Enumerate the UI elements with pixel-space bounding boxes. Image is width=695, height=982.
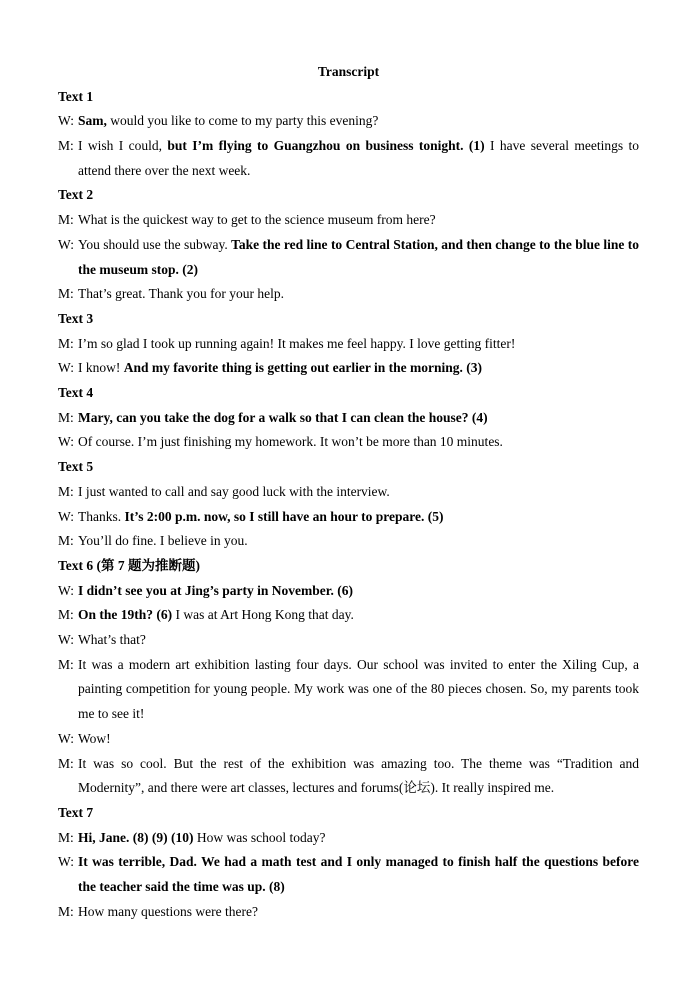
section-heading: Text 4 — [58, 385, 94, 401]
dialogue-text: I was at Art Hong Kong that day. — [172, 607, 354, 623]
transcript-content — [58, 85, 639, 925]
dialogue-text: That’s great. Thank you for your help. — [78, 286, 284, 302]
dialogue-line — [58, 134, 639, 183]
dialogue-line — [58, 529, 639, 554]
dialogue-line — [58, 233, 639, 282]
key-sentence: Mary, can you take the dog for a walk so that I can clean the house? (4) — [78, 409, 488, 425]
dialogue-line — [58, 752, 639, 801]
dialogue-text: Of course. I’m just finishing my homework. It won’t be more than 10 minutes. — [78, 434, 503, 450]
speaker-label: M: — [58, 903, 74, 919]
dialogue-line — [58, 505, 639, 530]
dialogue-line — [58, 653, 639, 727]
section-heading: Text 3 — [58, 310, 94, 326]
dialogue-line — [58, 727, 639, 752]
speaker-label: M: — [58, 829, 74, 845]
dialogue-text: I know! — [78, 360, 124, 376]
dialogue-text: It was a modern art exhibition lasting four days. Our school was invited to enter the Xiling Cup, a painting competition for young people. My work was one of the 80 pieces chosen. So, my parents took me to see it! — [78, 656, 639, 722]
section-heading: Text 7 — [58, 804, 94, 820]
dialogue-line — [58, 579, 639, 604]
dialogue-line — [58, 628, 639, 653]
speaker-label: M: — [58, 533, 74, 549]
speaker-label: M: — [58, 409, 74, 425]
dialogue-line — [58, 850, 639, 899]
key-sentence: I didn’t see you at Jing’s party in November. (6) — [78, 582, 354, 598]
key-sentence: Sam, — [78, 113, 107, 129]
dialogue-text: How was school today? — [193, 829, 326, 845]
dialogue-text: I have several meetings to attend there over the next week. — [78, 138, 639, 178]
speaker-label: W: — [58, 582, 74, 598]
dialogue-text: Thanks. — [78, 508, 125, 524]
speaker-label: W: — [58, 854, 74, 870]
speaker-label: W: — [58, 113, 74, 129]
transcript-page — [58, 60, 639, 924]
section-heading: Text 2 — [58, 187, 94, 203]
speaker-label: W: — [58, 360, 74, 376]
speaker-label: M: — [58, 138, 74, 154]
section-heading: Text 6 (第 7 题为推断题) — [58, 557, 200, 573]
dialogue-line — [58, 480, 639, 505]
dialogue-text: would you like to come to my party this evening? — [106, 113, 379, 129]
dialogue-line — [58, 430, 639, 455]
dialogue-line — [58, 603, 639, 628]
speaker-label: M: — [58, 656, 74, 672]
dialogue-line — [58, 282, 639, 307]
speaker-label: W: — [58, 508, 74, 524]
speaker-label: M: — [58, 607, 74, 623]
key-sentence: Hi, Jane. (8) (9) (10) — [78, 829, 194, 845]
speaker-label: W: — [58, 632, 74, 648]
section-heading: Text 1 — [58, 88, 94, 104]
speaker-label: M: — [58, 335, 74, 351]
dialogue-line — [58, 406, 639, 431]
key-sentence: It’s 2:00 p.m. now, so I still have an hour to prepare. (5) — [124, 508, 444, 524]
dialogue-line — [58, 900, 639, 925]
speaker-label: W: — [58, 730, 74, 746]
dialogue-text: I wish I could, — [78, 138, 168, 154]
key-sentence: On the 19th? (6) — [78, 607, 173, 623]
speaker-label: M: — [58, 755, 74, 771]
dialogue-line — [58, 208, 639, 233]
dialogue-text: What is the quickest way to get to the science museum from here? — [78, 212, 436, 228]
speaker-label: W: — [58, 236, 74, 252]
section-heading: Text 5 — [58, 459, 94, 475]
dialogue-line — [58, 332, 639, 357]
key-sentence: but I’m flying to Guangzhou on business tonight. (1) — [167, 138, 485, 154]
speaker-label: W: — [58, 434, 74, 450]
key-sentence: Take the red line to Central Station, and then change to the blue line to the museum stop. (2) — [78, 236, 639, 277]
dialogue-line — [58, 356, 639, 381]
key-sentence: And my favorite thing is getting out earlier in the morning. (3) — [123, 360, 482, 376]
speaker-label: M: — [58, 212, 74, 228]
dialogue-line — [58, 109, 639, 134]
dialogue-text: You’ll do fine. I believe in you. — [78, 533, 248, 549]
dialogue-line — [58, 826, 639, 851]
key-sentence: It was terrible, Dad. We had a math test and I only managed to finish half the questions before the teacher said the time was up. (8) — [78, 854, 639, 895]
dialogue-text: What’s that? — [78, 632, 146, 648]
dialogue-text: How many questions were there? — [78, 903, 258, 919]
speaker-label: M: — [58, 483, 74, 499]
dialogue-text: Wow! — [78, 730, 111, 746]
dialogue-text: It was so cool. But the rest of the exhibition was amazing too. The theme was “Tradition and Modernity”, and there were art classes, lectures and forums(论坛). It really inspired me. — [78, 755, 639, 796]
dialogue-text: I’m so glad I took up running again! It makes me feel happy. I love getting fitter! — [78, 335, 516, 351]
speaker-label: M: — [58, 286, 74, 302]
dialogue-text: I just wanted to call and say good luck with the interview. — [78, 483, 390, 499]
page-title: Transcript — [317, 64, 380, 79]
dialogue-text: You should use the subway. — [78, 236, 232, 252]
